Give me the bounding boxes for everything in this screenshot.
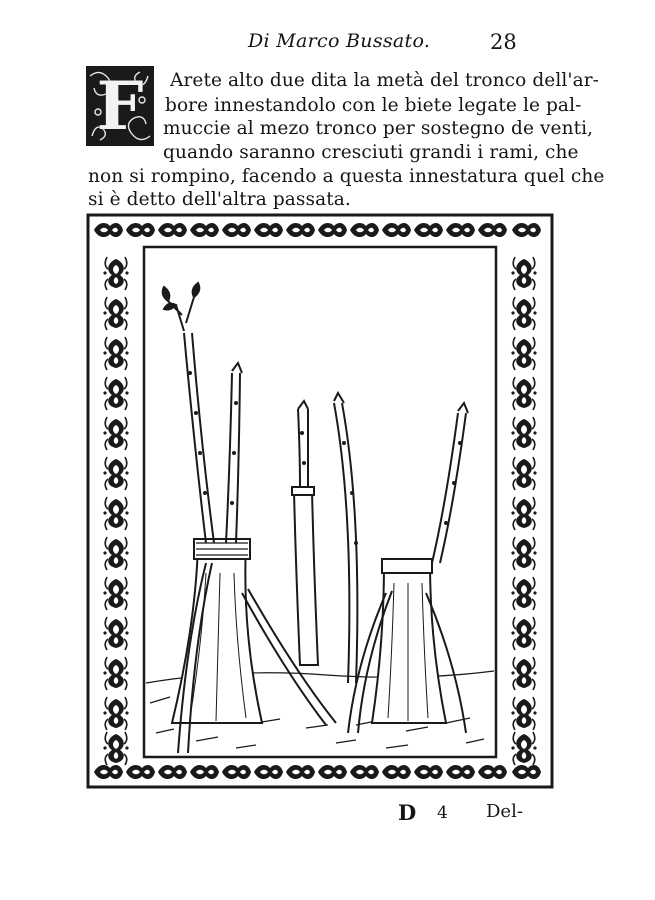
left-border <box>103 257 128 765</box>
bottom-border <box>94 765 541 779</box>
right-stump <box>372 559 446 723</box>
body-line-1: Arete alto due dita la metà del tronco dell'ar- <box>170 70 599 91</box>
body-line-3: muccie al mezo tronco per sostegno de venti, <box>163 118 594 139</box>
grafted-trees-woodcut-icon <box>86 213 554 789</box>
body-line-4: quando saranno cresciuti grandi i rami, che <box>163 142 579 163</box>
initial-letter: F <box>96 67 144 145</box>
center-scion <box>334 393 357 683</box>
left-scion <box>163 283 214 543</box>
top-border <box>94 223 541 237</box>
right-scion <box>432 403 468 563</box>
left-stump <box>172 539 262 723</box>
decorated-initial <box>86 66 154 146</box>
page-number: 28 <box>490 30 517 54</box>
catchword: Del- <box>486 801 523 822</box>
middle-stem <box>292 401 318 665</box>
running-title: Di Marco Bussato. <box>248 30 431 52</box>
signature-mark: D <box>398 800 417 825</box>
body-line-5: non si rompino, facendo a questa innestatura quel che <box>88 166 605 187</box>
signature-number: 4 <box>437 803 448 823</box>
woodcut-illustration <box>86 213 554 789</box>
body-line-2: bore innestandolo con le biete legate le pal- <box>165 95 582 116</box>
body-line-6: si è detto dell'altra passata. <box>88 189 351 210</box>
right-border <box>511 257 536 765</box>
